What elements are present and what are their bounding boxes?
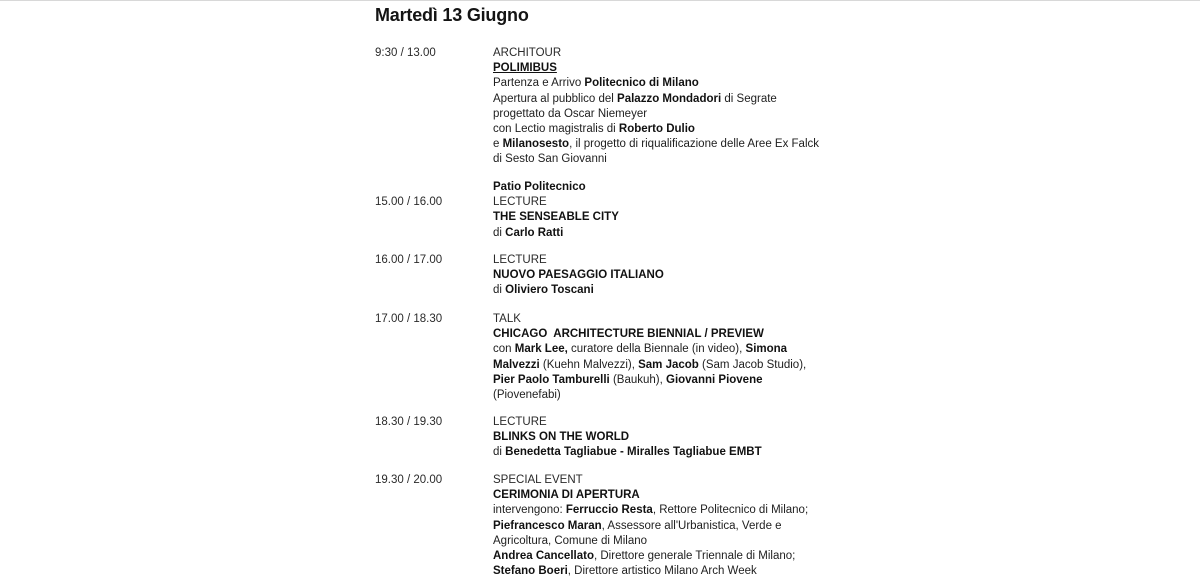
text-segment: con: [493, 343, 515, 356]
text-segment: di Segrate: [721, 92, 777, 105]
event-details: [493, 253, 863, 299]
event-details: [493, 180, 863, 241]
speaker-name: Simona: [745, 343, 788, 356]
event-description-line: [493, 76, 863, 91]
event-description-line: [493, 373, 863, 388]
event-description-line: (Piovenefabi): [493, 389, 561, 402]
speaker-name: Andrea Cancellato: [493, 550, 594, 563]
text-segment: , Direttore generale Triennale di Milano;: [593, 550, 796, 563]
event-description-line: [493, 137, 863, 152]
event-description-line: [493, 564, 863, 579]
event-details: [493, 312, 863, 403]
event-description-line: [493, 92, 863, 107]
event-location: Patio Politecnico: [493, 181, 586, 193]
event-category: LECTURE: [493, 416, 547, 428]
event-title: CERIMONIA DI APERTURA: [493, 489, 640, 502]
event-description-line: [493, 358, 863, 373]
speaker-name: Pier Paolo Tamburelli: [493, 373, 610, 386]
event-description-line: di Sesto San Giovanni: [493, 153, 607, 166]
speaker-name: Sam Jacob: [638, 358, 699, 371]
speaker-name: Roberto Dulio: [618, 123, 695, 136]
event-title: NUOVO PAESAGGIO ITALIANO: [493, 269, 664, 282]
page-title: Martedì 13 Giugno: [375, 5, 529, 25]
event-time: 17.00 / 18.30: [375, 313, 443, 325]
text-segment: , il progetto di riqualificazione delle Aree Ex Falck: [569, 138, 819, 151]
event-description-line: [493, 503, 863, 518]
speaker-name: Ferruccio Resta: [565, 504, 653, 517]
text-segment: e: [493, 138, 503, 151]
speaker-name: Giovanni Piovene: [666, 373, 763, 386]
event-time: 18.30 / 19.30: [375, 416, 443, 428]
text-segment: , Direttore artistico Milano Arch Week: [567, 565, 757, 578]
speaker-name: Benedetta Tagliabue - Miralles Tagliabue EMBT: [505, 446, 762, 459]
text-segment: Apertura al pubblico del: [493, 92, 618, 105]
speaker-name: Malvezzi: [493, 358, 540, 371]
text-segment: (Kuehn Malvezzi),: [539, 358, 639, 371]
event-author-line: [493, 226, 863, 241]
text-segment: con Lectio magistralis di: [493, 123, 619, 136]
text-segment: , Assessore all'Urbanistica, Verde e: [601, 519, 782, 532]
event-author-line: [493, 445, 863, 460]
event-description-line: [493, 519, 863, 534]
event-category: LECTURE: [493, 196, 547, 209]
event-author-line: [493, 283, 863, 298]
event-title-link[interactable]: POLIMIBUS: [493, 62, 557, 75]
event-category: SPECIAL EVENT: [493, 474, 583, 486]
text-segment: di: [493, 446, 506, 459]
event-description-line: [493, 122, 863, 137]
event-details: [493, 415, 863, 461]
event-description-line: progettato da Oscar Niemeyer: [493, 107, 648, 120]
venue-name: Palazzo Mondadori: [617, 92, 722, 105]
speaker-name: Mark Lee,: [514, 343, 568, 356]
text-segment: curatore della Biennale (in video),: [567, 343, 746, 356]
top-divider: [0, 0, 1200, 1]
event-title: BLINKS ON THE WORLD: [493, 431, 630, 444]
text-segment: (Baukuh),: [609, 373, 666, 386]
event-category: ARCHITOUR: [493, 47, 562, 59]
event-time: 15.00 / 16.00: [375, 196, 443, 209]
speaker-name: Piefrancesco Maran: [493, 519, 602, 532]
text-segment: Partenza e Arrivo: [493, 77, 585, 90]
event-description-line: [493, 342, 863, 357]
event-details: [493, 46, 863, 168]
event-title: CHICAGO ARCHITECTURE BIENNIAL / PREVIEW: [493, 328, 764, 341]
text-segment: , Rettore Politecnico di Milano;: [652, 504, 809, 517]
project-name: Milanosesto: [502, 138, 570, 151]
event-time: 9:30 / 13.00: [375, 47, 436, 59]
event-time: 19.30 / 20.00: [375, 474, 443, 486]
text-segment: di: [493, 226, 506, 239]
event-category: LECTURE: [493, 254, 547, 266]
event-time: 16.00 / 17.00: [375, 254, 443, 266]
speaker-name: Oliviero Toscani: [505, 284, 594, 297]
speaker-name: Carlo Ratti: [505, 226, 564, 239]
speaker-name: Stefano Boeri: [493, 565, 568, 578]
event-category: TALK: [493, 313, 521, 325]
venue-name: Politecnico di Milano: [584, 77, 699, 90]
text-segment: di: [493, 284, 506, 297]
text-segment: (Sam Jacob Studio),: [698, 358, 807, 371]
event-description-line: Agricoltura, Comune di Milano: [493, 534, 648, 547]
text-segment: intervengono:: [493, 504, 566, 517]
event-title: THE SENSEABLE CITY: [493, 211, 619, 224]
event-description-line: [493, 549, 863, 564]
event-details: [493, 473, 863, 579]
